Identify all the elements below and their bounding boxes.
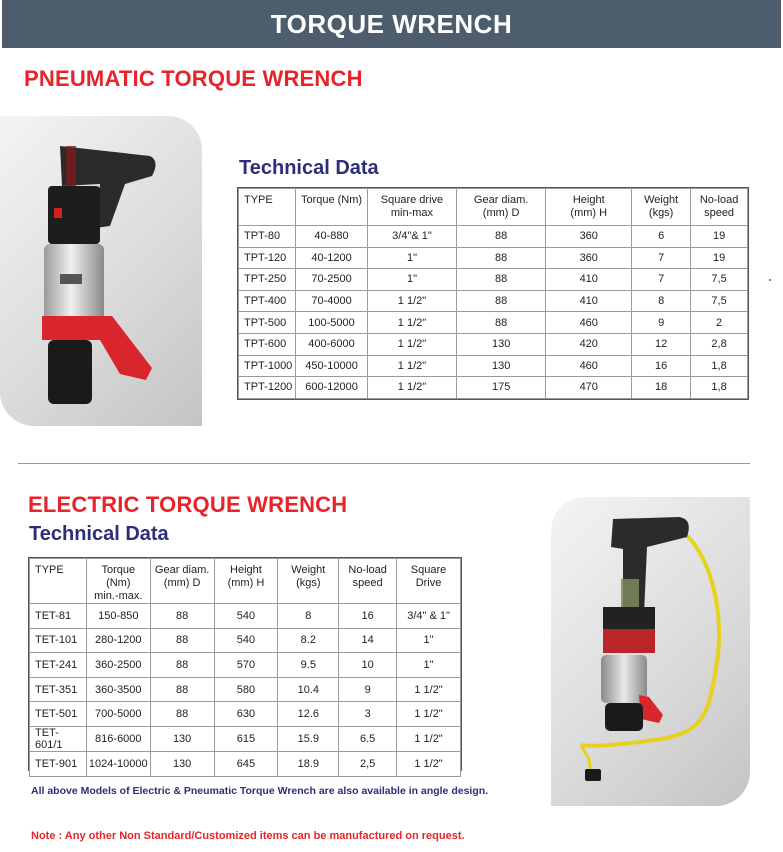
table-cell: 88 <box>456 226 545 248</box>
table-row <box>30 628 461 653</box>
table-cell: 600-12000 <box>296 377 368 399</box>
table-cell: 14 <box>339 628 397 653</box>
table-row <box>30 726 461 751</box>
section-divider <box>18 463 750 464</box>
electric-wrench-illustration <box>551 497 750 806</box>
table-cell: 1 1/2" <box>368 355 457 377</box>
table-cell: TET-601/1 <box>30 726 87 751</box>
table-cell: 360-3500 <box>86 677 150 702</box>
pneumatic-wrench-illustration <box>0 116 202 426</box>
table-cell: 70-4000 <box>296 290 368 312</box>
table-row <box>239 312 748 334</box>
table-cell: 615 <box>214 726 278 751</box>
table-cell: 816-6000 <box>86 726 150 751</box>
table-cell: 175 <box>456 377 545 399</box>
pneumatic-spec-table <box>238 188 748 399</box>
column-header: TYPE <box>30 559 87 604</box>
table-cell: 645 <box>214 751 278 776</box>
table-cell: 6.5 <box>339 726 397 751</box>
table-cell: 7,5 <box>691 269 748 291</box>
table-cell: 1" <box>368 247 457 269</box>
table-cell: 7,5 <box>691 290 748 312</box>
table-cell: TPT-120 <box>239 247 296 269</box>
table-row <box>239 333 748 355</box>
table-cell: 360 <box>546 226 632 248</box>
table-cell: 88 <box>456 312 545 334</box>
table-cell: 3 <box>339 702 397 727</box>
table-cell: TPT-80 <box>239 226 296 248</box>
table-row <box>30 653 461 678</box>
table-cell: 88 <box>456 247 545 269</box>
electric-spec-table <box>29 558 461 777</box>
table-cell: TET-351 <box>30 677 87 702</box>
table-cell: 8 <box>632 290 691 312</box>
column-header: Gear diam. (mm) D <box>150 559 214 604</box>
table-cell: TET-101 <box>30 628 87 653</box>
electric-tech-title: Technical Data <box>29 523 169 545</box>
table-cell: 1 1/2" <box>397 751 461 776</box>
table-cell: 12 <box>632 333 691 355</box>
table-cell: 88 <box>150 702 214 727</box>
table-cell: 3/4" & 1" <box>397 604 461 629</box>
table-cell: 1,8 <box>691 377 748 399</box>
pneumatic-wrench-photo <box>0 116 202 426</box>
angle-design-note: All above Models of Electric & Pneumatic Torque Wrench are also available in angle design. <box>31 785 489 797</box>
column-header: Square drive min-max <box>368 189 457 226</box>
table-row <box>30 751 461 776</box>
table-cell: 580 <box>214 677 278 702</box>
table-cell: 1 1/2" <box>368 333 457 355</box>
table-cell: 8.2 <box>278 628 339 653</box>
table-cell: 420 <box>546 333 632 355</box>
table-row <box>30 702 461 727</box>
column-header: No-load speed <box>691 189 748 226</box>
table-cell: 88 <box>150 653 214 678</box>
table-row <box>239 355 748 377</box>
table-cell: 280-1200 <box>86 628 150 653</box>
pneumatic-tech-title: Technical Data <box>239 157 379 179</box>
table-cell: 410 <box>546 290 632 312</box>
table-cell: 540 <box>214 628 278 653</box>
table-cell: 10 <box>339 653 397 678</box>
column-header: No-load speed <box>339 559 397 604</box>
table-cell: 88 <box>456 269 545 291</box>
table-cell: 88 <box>150 604 214 629</box>
table-cell: 10.4 <box>278 677 339 702</box>
column-header: Torque (Nm) <box>296 189 368 226</box>
table-row <box>30 604 461 629</box>
table-cell: TET-501 <box>30 702 87 727</box>
table-cell: TET-81 <box>30 604 87 629</box>
table-cell: 630 <box>214 702 278 727</box>
table-cell: 1" <box>397 653 461 678</box>
table-cell: TPT-250 <box>239 269 296 291</box>
table-cell: 1 1/2" <box>397 726 461 751</box>
table-cell: 1 1/2" <box>368 312 457 334</box>
table-cell: 2,5 <box>339 751 397 776</box>
table-cell: 700-5000 <box>86 702 150 727</box>
table-cell: 540 <box>214 604 278 629</box>
table-cell: 7 <box>632 269 691 291</box>
table-cell: 16 <box>632 355 691 377</box>
table-cell: 9.5 <box>278 653 339 678</box>
table-cell: 360-2500 <box>86 653 150 678</box>
table-cell: 570 <box>214 653 278 678</box>
table-header-row <box>239 189 748 226</box>
table-cell: 6 <box>632 226 691 248</box>
table-row <box>239 247 748 269</box>
table-cell: TPT-400 <box>239 290 296 312</box>
table-row <box>239 290 748 312</box>
electric-wrench-photo <box>551 497 750 806</box>
table-cell: 130 <box>456 355 545 377</box>
table-cell: 9 <box>632 312 691 334</box>
table-cell: 400-6000 <box>296 333 368 355</box>
table-cell: 12.6 <box>278 702 339 727</box>
table-cell: 1" <box>397 628 461 653</box>
table-cell: 130 <box>150 751 214 776</box>
table-cell: 88 <box>456 290 545 312</box>
table-cell: 3/4"& 1" <box>368 226 457 248</box>
table-cell: 1 1/2" <box>368 377 457 399</box>
table-cell: 460 <box>546 312 632 334</box>
pneumatic-section-title: PNEUMATIC TORQUE WRENCH <box>24 66 363 91</box>
table-cell: 19 <box>691 247 748 269</box>
table-row <box>239 226 748 248</box>
table-cell: 40-1200 <box>296 247 368 269</box>
table-cell: 450-10000 <box>296 355 368 377</box>
table-cell: 470 <box>546 377 632 399</box>
table-cell: 9 <box>339 677 397 702</box>
column-header: Height (mm) H <box>214 559 278 604</box>
table-cell: 88 <box>150 677 214 702</box>
table-cell: 100-5000 <box>296 312 368 334</box>
table-cell: 1 1/2" <box>397 702 461 727</box>
table-cell: 8 <box>278 604 339 629</box>
table-header-row <box>30 559 461 604</box>
table-cell: 130 <box>150 726 214 751</box>
table-cell: 70-2500 <box>296 269 368 291</box>
table-cell: 88 <box>150 628 214 653</box>
column-header: Height (mm) H <box>546 189 632 226</box>
table-cell: 1,8 <box>691 355 748 377</box>
table-row <box>239 377 748 399</box>
table-cell: 1" <box>368 269 457 291</box>
table-cell: TPT-1000 <box>239 355 296 377</box>
column-header: Gear diam. (mm) D <box>456 189 545 226</box>
column-header: Weight (kgs) <box>278 559 339 604</box>
table-cell: 460 <box>546 355 632 377</box>
table-cell: 150-850 <box>86 604 150 629</box>
table-cell: 2,8 <box>691 333 748 355</box>
table-cell: 19 <box>691 226 748 248</box>
header-bar <box>2 0 781 48</box>
table-cell: 7 <box>632 247 691 269</box>
table-cell: TPT-1200 <box>239 377 296 399</box>
table-cell: 1 1/2" <box>368 290 457 312</box>
table-cell: 1 1/2" <box>397 677 461 702</box>
column-header: Torque (Nm) min.-max. <box>86 559 150 604</box>
table-cell: 15.9 <box>278 726 339 751</box>
column-header: Weight (kgs) <box>632 189 691 226</box>
custom-items-note: Note : Any other Non Standard/Customized items can be manufactured on request. <box>31 830 465 842</box>
table-cell: 16 <box>339 604 397 629</box>
table-cell: TET-901 <box>30 751 87 776</box>
table-cell: 130 <box>456 333 545 355</box>
page-title: TORQUE WRENCH <box>270 8 513 39</box>
table-cell: 18 <box>632 377 691 399</box>
table-row <box>30 677 461 702</box>
table-cell: TPT-600 <box>239 333 296 355</box>
table-row <box>239 269 748 291</box>
stray-dot <box>769 279 771 281</box>
table-cell: 18.9 <box>278 751 339 776</box>
table-cell: TET-241 <box>30 653 87 678</box>
table-cell: 40-880 <box>296 226 368 248</box>
table-cell: 410 <box>546 269 632 291</box>
table-cell: TPT-500 <box>239 312 296 334</box>
electric-section-title: ELECTRIC TORQUE WRENCH <box>28 492 348 517</box>
table-cell: 2 <box>691 312 748 334</box>
table-cell: 360 <box>546 247 632 269</box>
table-cell: 1024-10000 <box>86 751 150 776</box>
column-header: Square Drive <box>397 559 461 604</box>
column-header: TYPE <box>239 189 296 226</box>
